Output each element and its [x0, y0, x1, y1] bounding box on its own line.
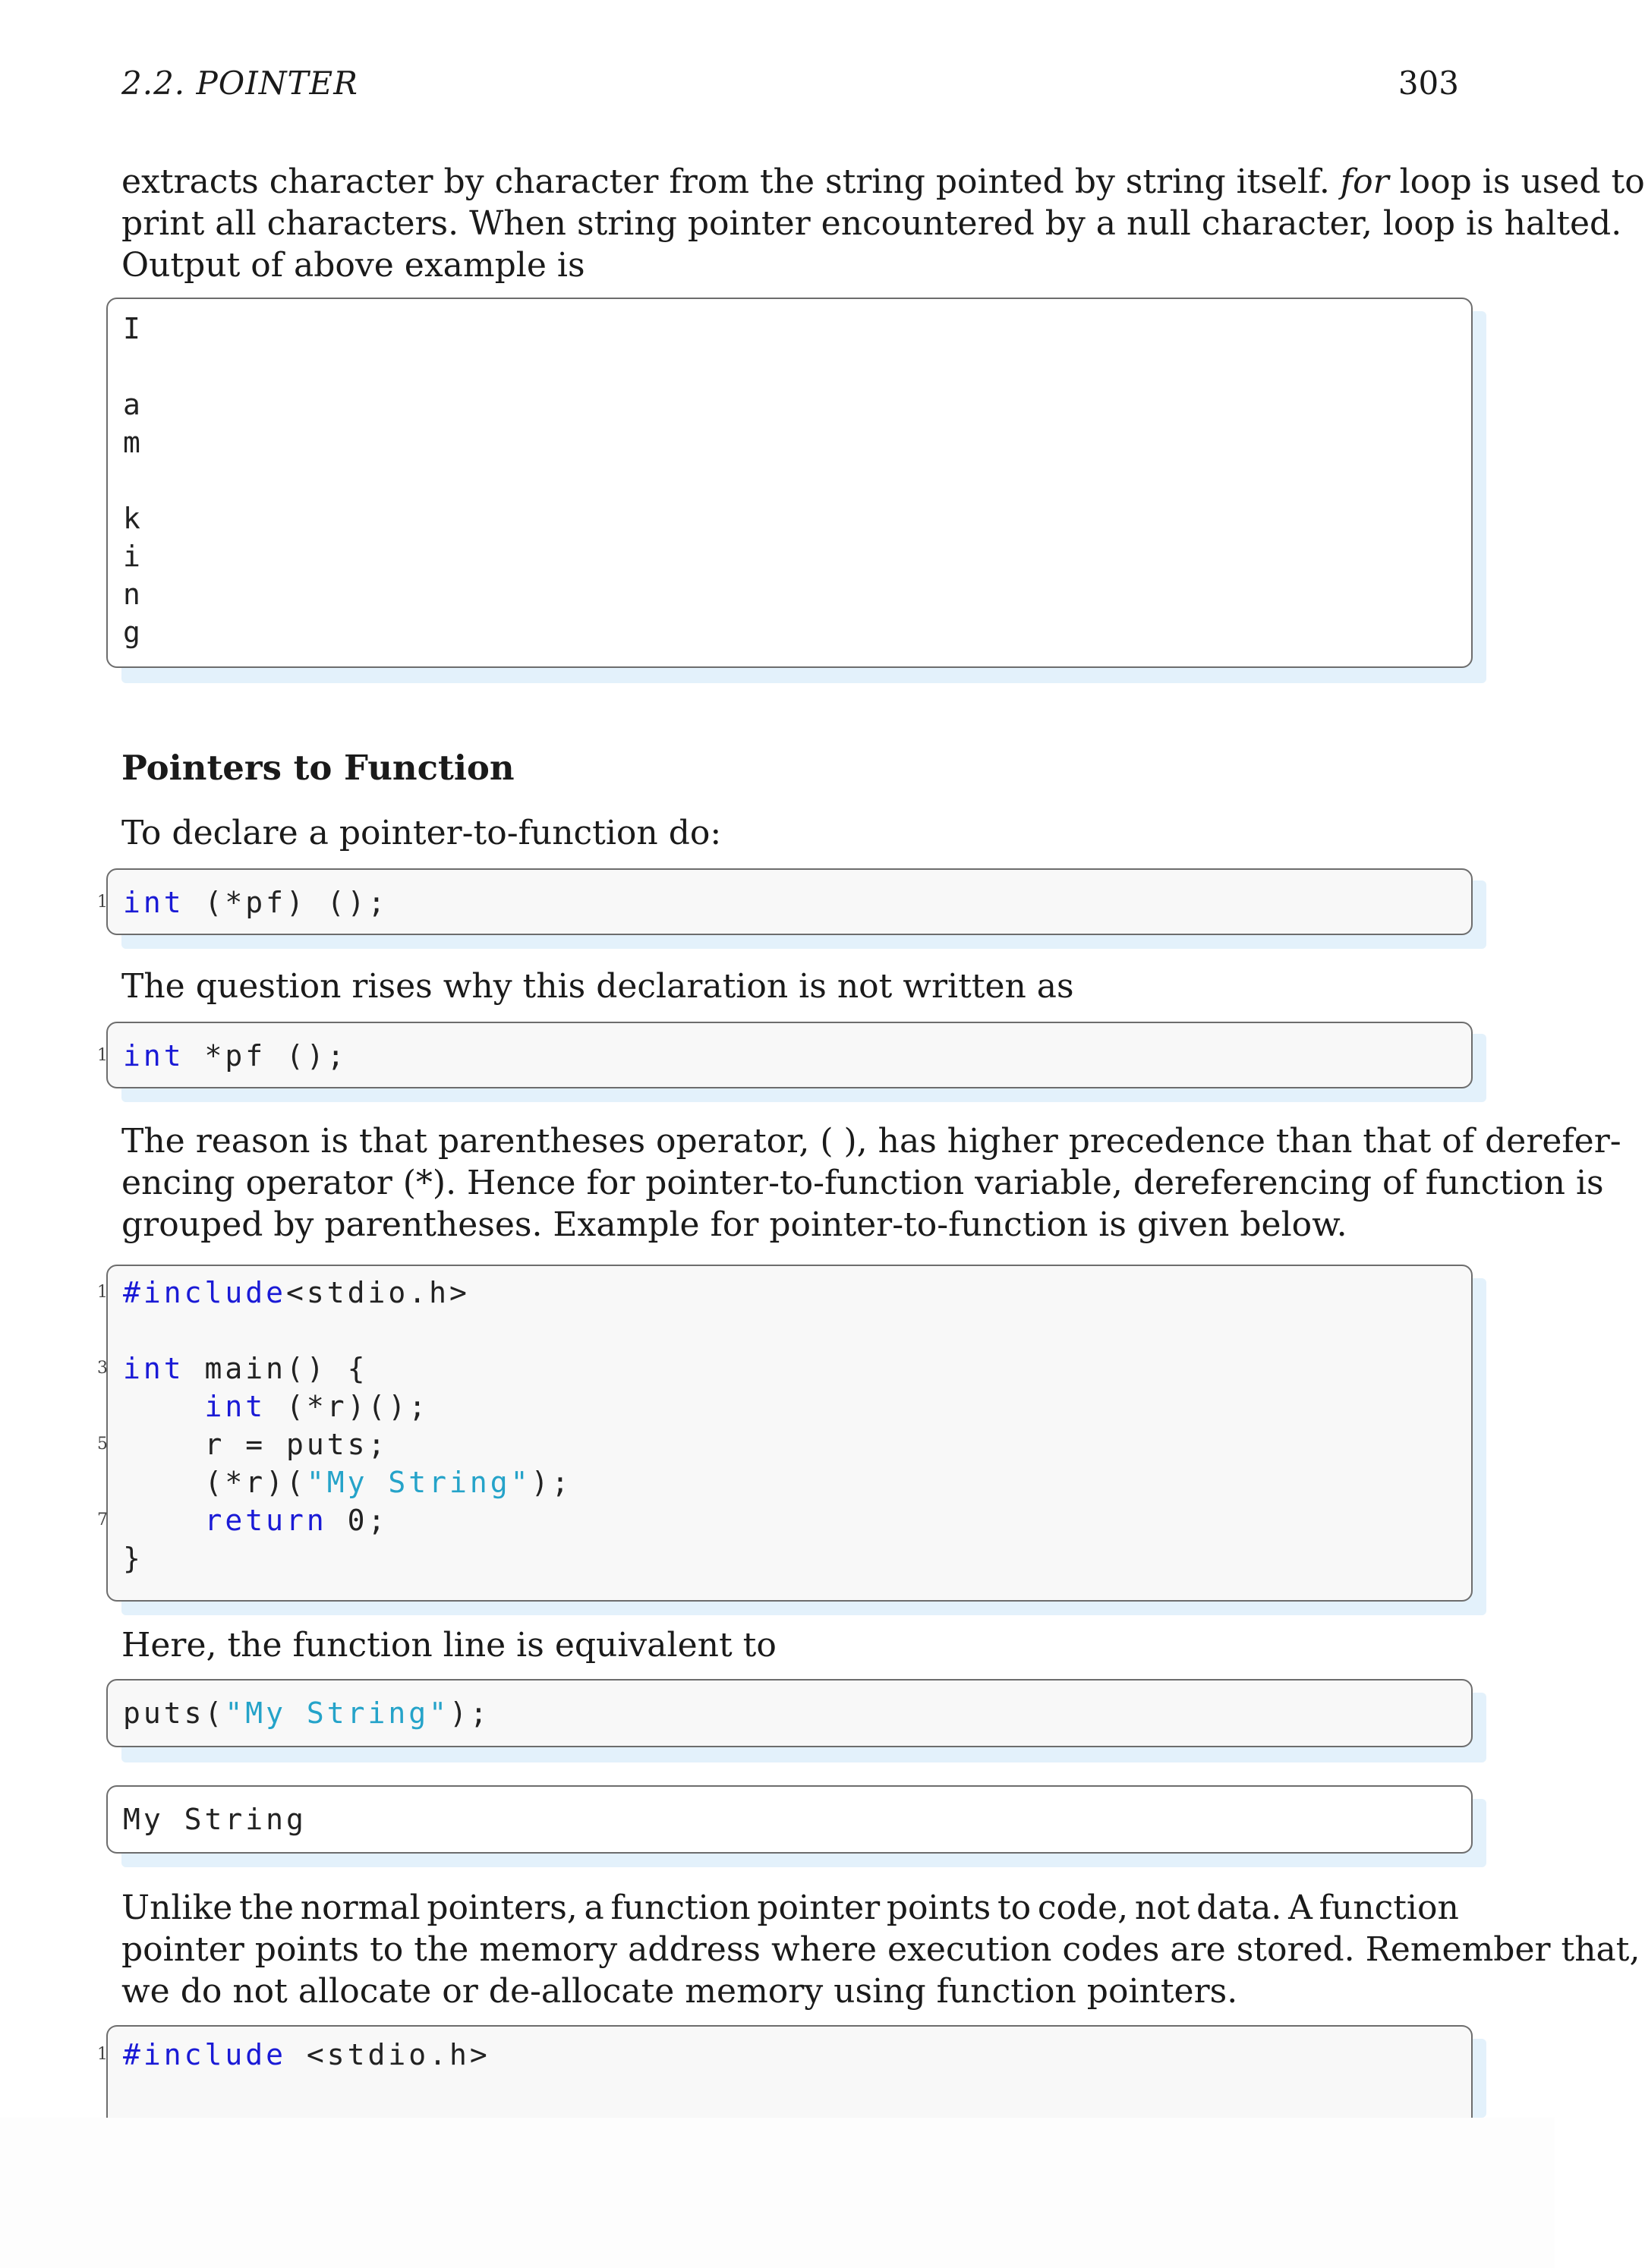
- paragraph: The question rises why this declaration is not written as: [121, 967, 1074, 1006]
- output-text: I a m k i n g: [123, 312, 143, 649]
- running-head: [121, 61, 1459, 106]
- line-number: 3: [97, 1359, 108, 1378]
- paragraph: Unlike the normal pointers, a function pointer points to code, not data. A function pointer points to the memory address where execution codes are stored. Remember that, we do not allocate or de-allocate memory using function pointers.: [121, 1888, 1640, 2011]
- code-line: 1 #include<stdio.h>: [123, 1274, 470, 1312]
- code-line: }: [123, 1542, 143, 1575]
- code-line: 5 r = puts;: [123, 1425, 388, 1463]
- line-number: 1: [97, 893, 108, 912]
- line-number: 7: [97, 1510, 108, 1529]
- code-line: 3 int main() {: [123, 1350, 368, 1388]
- line-number: 1: [97, 1046, 108, 1065]
- code-block: [106, 1679, 1473, 1747]
- code-line: 1 #include <stdio.h>: [123, 2036, 490, 2074]
- code-line: (*r)("My String");: [204, 1466, 572, 1499]
- code-line: puts("My String");: [123, 1696, 490, 1730]
- code-line: 7 return 0;: [123, 1501, 388, 1539]
- page-number: 303: [1398, 65, 1459, 102]
- line-number: 1: [97, 1283, 108, 1302]
- section-title: 2.2. POINTER: [121, 65, 358, 102]
- code-line: 1 int *pf ();: [123, 1037, 348, 1075]
- line-number: 1: [97, 2045, 108, 2064]
- code-block: [97, 1022, 1473, 1088]
- code-block: [97, 1265, 1473, 1602]
- paragraph: Here, the function line is equivalent to: [121, 1626, 777, 1665]
- section-heading: Pointers to Function: [121, 748, 515, 788]
- output-box: [106, 298, 1473, 668]
- paragraph: extracts character by character from the string pointed by string itself. for loop is used to print all characters. When string pointer encountered by a null character, loop is halted. Output of above example is: [121, 162, 1645, 285]
- code-block: [97, 2025, 1473, 2118]
- paragraph: To declare a pointer-to-function do:: [121, 814, 722, 852]
- code-line: 1 int (*pf) ();: [123, 884, 388, 921]
- code-line: int (*r)();: [204, 1390, 430, 1423]
- output-text: My String: [123, 1803, 307, 1836]
- line-number: 5: [97, 1435, 108, 1454]
- paragraph: The reason is that parentheses operator, ( ), has higher precedence than that of derefer- encing operator (*). Hence for pointer-to-function variable, dereferencing of function is grouped by parentheses. Example for pointer-to-function is given below.: [121, 1122, 1621, 1244]
- output-box: [106, 1785, 1473, 1854]
- code-block: [97, 868, 1473, 935]
- page-bottom: [0, 2118, 1555, 2268]
